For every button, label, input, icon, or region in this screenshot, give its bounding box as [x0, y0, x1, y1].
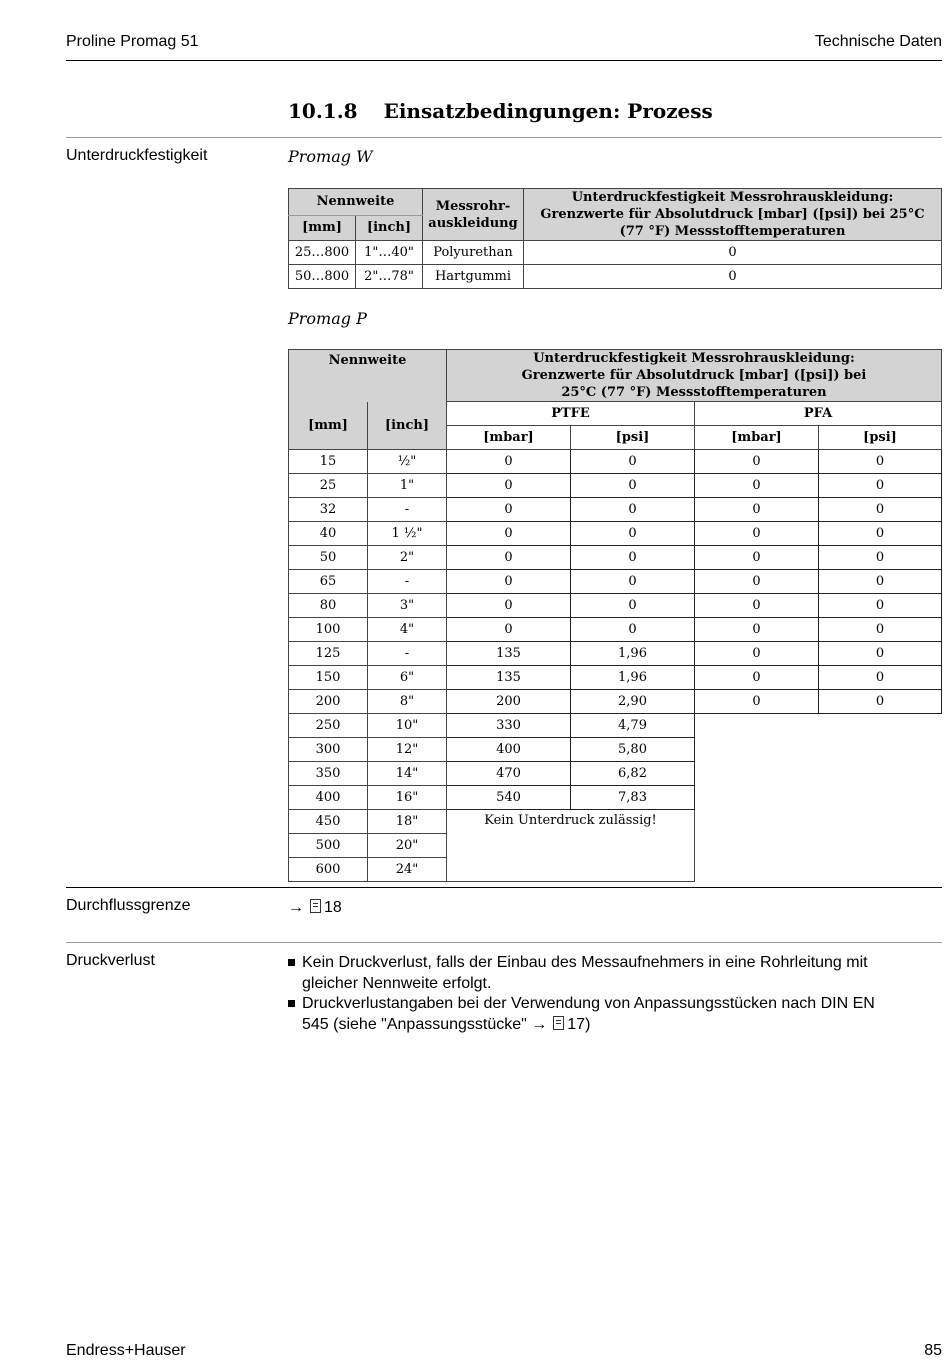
vacuum-label: Unterdruckfestigkeit [66, 147, 208, 164]
p-cell-inch: 3" [368, 594, 447, 618]
p-cell-ptfe-mbar: 135 [447, 666, 571, 690]
p-cell-pfa-psi: 0 [819, 666, 942, 690]
p-cell-inch: 12" [368, 738, 447, 762]
section-title-text: Einsatzbedingungen: Prozess [383, 99, 713, 123]
w-cell-value: 0 [524, 265, 942, 289]
p-cell-inch: 18" [368, 810, 447, 834]
pressure-loss-list [288, 952, 903, 1035]
p-cell-ptfe-mbar: 0 [447, 546, 571, 570]
p-ptfe-mbar-header: [mbar] [447, 426, 571, 450]
p-cell-ptfe-psi: 4,79 [571, 714, 695, 738]
p-cell-mm: 600 [289, 858, 368, 882]
bullet-icon [288, 1000, 295, 1007]
footer-right: 85 [924, 1342, 942, 1359]
p-cell-pfa-mbar: 0 [695, 498, 819, 522]
p-cell-inch: 10" [368, 714, 447, 738]
p-limit-header: Unterdruckfestigkeit Messrohrauskleidung: Grenzwerte für Absolutdruck [mbar] ([psi]) bei 25°C (77 °F) Messstofftemperaturen [447, 350, 942, 402]
p-cell-mm: 40 [289, 522, 368, 546]
p-cell-inch: - [368, 570, 447, 594]
w-cell-inch: 2"…78" [356, 265, 423, 289]
p-cell-inch: 16" [368, 786, 447, 810]
p-cell-ptfe-psi: 7,83 [571, 786, 695, 810]
bullet2-page: 17) [567, 1016, 591, 1033]
promag-p-table [288, 349, 942, 882]
p-cell-inch: 4" [368, 618, 447, 642]
w-mm-header: [mm] [289, 215, 356, 240]
w-cell-mm: 25…800 [289, 241, 356, 265]
section-number: 10.1.8 [288, 99, 358, 123]
p-cell-mm: 150 [289, 666, 368, 690]
p-cell-ptfe-mbar: 0 [447, 618, 571, 642]
p-cell-ptfe-mbar: 135 [447, 642, 571, 666]
table-row [289, 690, 942, 714]
bullet2-text: Druckverlustangaben bei der Verwendung von Anpassungsstücken nach DIN EN 545 (siehe "Anpassungsstücke" [302, 995, 875, 1033]
arrow-icon: → [531, 1016, 548, 1033]
w-cell-liner: Hartgummi [423, 265, 524, 289]
p-ptfe-psi-header: [psi] [571, 426, 695, 450]
p-cell-pfa-mbar: 0 [695, 690, 819, 714]
p-cell-mm: 400 [289, 786, 368, 810]
p-cell-mm: 300 [289, 738, 368, 762]
header-left: Proline Promag 51 [66, 33, 199, 50]
p-cell-ptfe-mbar: 540 [447, 786, 571, 810]
p-cell-ptfe-mbar: 200 [447, 690, 571, 714]
p-cell-inch: 1" [368, 474, 447, 498]
flow-rule [66, 887, 942, 888]
w-limit-header: Unterdruckfestigkeit Messrohrauskleidung: Grenzwerte für Absolutdruck [mbar] ([psi]) bei 25°C (77 °F) Messstofftemperaturen [524, 189, 942, 241]
p-cell-ptfe-psi: 2,90 [571, 690, 695, 714]
p-cell-inch: 6" [368, 666, 447, 690]
bullet1-text: Kein Druckverlust, falls der Einbau des Messaufnehmers in eine Rohrleitung mit gleicher Nennweite erfolgt. [302, 954, 868, 992]
p-cell-ptfe-psi: 1,96 [571, 642, 695, 666]
p-cell-inch: - [368, 498, 447, 522]
pressure-loss-label: Druckverlust [66, 952, 155, 969]
p-cell-inch: 8" [368, 690, 447, 714]
p-cell-pfa-psi: 0 [819, 546, 942, 570]
table-row [289, 618, 942, 642]
table-row [289, 642, 942, 666]
p-cell-pfa-psi: 0 [819, 450, 942, 474]
p-cell-inch: 2" [368, 546, 447, 570]
list-item [288, 952, 903, 994]
p-cell-pfa-mbar: 0 [695, 474, 819, 498]
w-liner-header: Messrohr- auskleidung [423, 189, 524, 241]
p-cell-ptfe-mbar: 0 [447, 594, 571, 618]
p-cell-mm: 15 [289, 450, 368, 474]
p-cell-pfa-mbar: 0 [695, 642, 819, 666]
table-row [289, 241, 942, 265]
p-cell-ptfe-mbar: 0 [447, 450, 571, 474]
p-cell-mm: 500 [289, 834, 368, 858]
table-row [289, 450, 942, 474]
table-row [289, 265, 942, 289]
p-cell-ptfe-psi: 1,96 [571, 666, 695, 690]
p-cell-pfa-psi: 0 [819, 570, 942, 594]
pressure-rule [66, 942, 942, 943]
p-cell-pfa-psi: 0 [819, 522, 942, 546]
p-cell-mm: 450 [289, 810, 368, 834]
p-cell-inch: - [368, 642, 447, 666]
p-cell-ptfe-mbar: 0 [447, 522, 571, 546]
p-cell-ptfe-psi: 5,80 [571, 738, 695, 762]
p-cell-mm: 100 [289, 618, 368, 642]
p-cell-pfa-psi: 0 [819, 618, 942, 642]
p-cell-inch: 20" [368, 834, 447, 858]
empty-cell [695, 714, 942, 882]
w-nennweite-header: Nennweite [289, 189, 423, 216]
p-cell-ptfe-mbar: 0 [447, 498, 571, 522]
section-title [288, 99, 713, 123]
p-cell-pfa-psi: 0 [819, 690, 942, 714]
p-pfa-header: PFA [695, 402, 942, 426]
p-cell-mm: 80 [289, 594, 368, 618]
p-pfa-mbar-header: [mbar] [695, 426, 819, 450]
p-cell-inch: ½" [368, 450, 447, 474]
p-cell-ptfe-psi: 0 [571, 474, 695, 498]
p-cell-pfa-psi: 0 [819, 594, 942, 618]
p-cell-pfa-psi: 0 [819, 498, 942, 522]
promag-w-table [288, 188, 942, 289]
p-cell-inch: 1 ½" [368, 522, 447, 546]
p-cell-ptfe-psi: 0 [571, 618, 695, 642]
w-cell-liner: Polyurethan [423, 241, 524, 265]
p-cell-ptfe-mbar: 0 [447, 474, 571, 498]
arrow-icon: → [288, 899, 304, 916]
p-cell-mm: 25 [289, 474, 368, 498]
table-row [289, 522, 942, 546]
p-cell-inch: 14" [368, 762, 447, 786]
p-ptfe-header: PTFE [447, 402, 695, 426]
p-cell-ptfe-mbar: 470 [447, 762, 571, 786]
p-pfa-psi-header: [psi] [819, 426, 942, 450]
page-ref-icon [310, 899, 321, 913]
p-cell-pfa-psi: 0 [819, 474, 942, 498]
p-cell-mm: 65 [289, 570, 368, 594]
p-cell-pfa-mbar: 0 [695, 522, 819, 546]
w-cell-mm: 50…800 [289, 265, 356, 289]
p-cell-pfa-mbar: 0 [695, 594, 819, 618]
p-cell-ptfe-psi: 0 [571, 594, 695, 618]
p-cell-ptfe-mbar: 0 [447, 570, 571, 594]
footer-left: Endress+Hauser [66, 1342, 186, 1359]
table-row [289, 546, 942, 570]
p-cell-inch: 24" [368, 858, 447, 882]
promag-p-title: Promag P [288, 309, 367, 328]
flow-limit-page: 18 [324, 899, 342, 916]
p-cell-mm: 350 [289, 762, 368, 786]
p-cell-ptfe-psi: 6,82 [571, 762, 695, 786]
p-cell-ptfe-psi: 0 [571, 522, 695, 546]
p-cell-pfa-mbar: 0 [695, 618, 819, 642]
p-cell-ptfe-psi: 0 [571, 450, 695, 474]
p-cell-ptfe-mbar: 400 [447, 738, 571, 762]
table-row [289, 474, 942, 498]
p-cell-mm: 50 [289, 546, 368, 570]
p-cell-pfa-mbar: 0 [695, 546, 819, 570]
table-row [289, 666, 942, 690]
p-cell-mm: 250 [289, 714, 368, 738]
table-row [289, 498, 942, 522]
p-cell-mm: 32 [289, 498, 368, 522]
p-cell-ptfe-psi: 0 [571, 570, 695, 594]
promag-w-title: Promag W [288, 147, 373, 166]
p-cell-mm: 200 [289, 690, 368, 714]
page-ref-icon [553, 1016, 564, 1030]
no-vacuum-note: Kein Unterdruck zulässig! [447, 810, 695, 882]
table-row [289, 570, 942, 594]
p-cell-pfa-psi: 0 [819, 642, 942, 666]
w-inch-header: [inch] [356, 215, 423, 240]
w-cell-value: 0 [524, 241, 942, 265]
section-rule [66, 137, 942, 138]
p-mm-header: [mm] [289, 402, 368, 450]
bullet-icon [288, 959, 295, 966]
table-row [289, 594, 942, 618]
w-cell-inch: 1"…40" [356, 241, 423, 265]
p-cell-ptfe-mbar: 330 [447, 714, 571, 738]
p-cell-ptfe-psi: 0 [571, 546, 695, 570]
flow-limit-label: Durchflussgrenze [66, 897, 191, 914]
p-cell-ptfe-psi: 0 [571, 498, 695, 522]
p-cell-mm: 125 [289, 642, 368, 666]
header-right: Technische Daten [814, 33, 942, 50]
table-row [289, 714, 942, 738]
list-item [288, 993, 903, 1035]
p-cell-pfa-mbar: 0 [695, 450, 819, 474]
p-nennweite-header: Nennweite [289, 350, 447, 402]
flow-limit-ref [288, 897, 342, 918]
p-cell-pfa-mbar: 0 [695, 570, 819, 594]
p-inch-header: [inch] [368, 402, 447, 450]
header-rule [66, 60, 942, 61]
p-cell-pfa-mbar: 0 [695, 666, 819, 690]
